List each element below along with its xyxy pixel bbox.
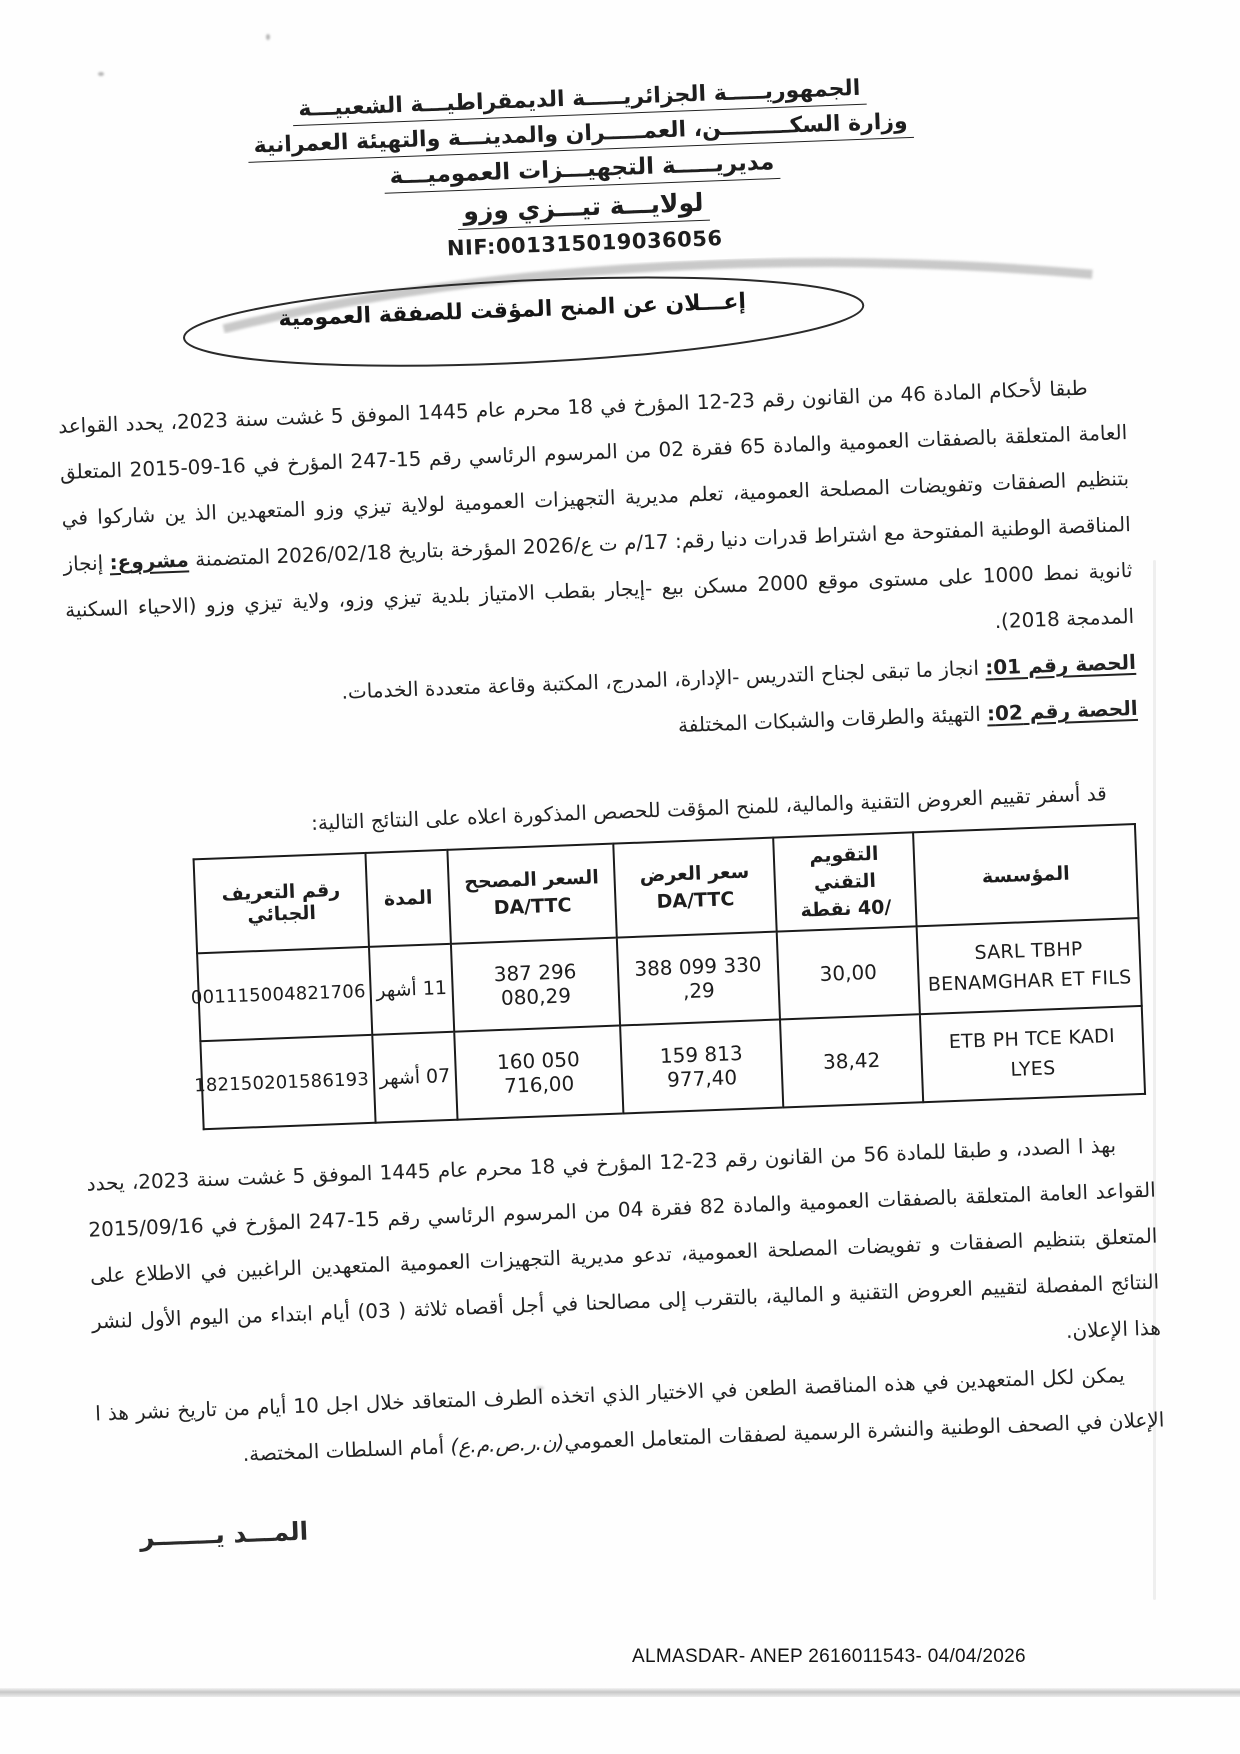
header-directorate-text: مديريـــــة التجهيـــزات العموميـــة [383,149,781,194]
offer-price-value: 159 813 977,40 [659,1040,744,1092]
scan-divider-line [0,1688,1240,1697]
company-name-line2: BENAMGHAR ET FILS [927,966,1132,996]
scan-content [31,0,1181,1640]
closing-2-text-1: يمكن لكل المتعهدين في هذه المناقصة الطعن في الاختيار الذي اتخذه الطرف المتعاقد خلال اجل 10 أيام من تاريخ نشر هذ ا الإعلان في الصحف الوطنية والنشرة الرسمية لصفقات المتعامل العمومي [94,1362,1165,1454]
corrected-price-cell [454,1026,623,1120]
technical-header-line1: التقويم التقني [808,842,879,894]
header-cell-offer-price [613,838,776,938]
tax-id-value: 001115004821706 [190,981,367,1009]
duration-value: 11 أشهر [375,976,448,1002]
corrected-header-line2: DA/TTC [493,894,572,920]
corrected-header-line1: السعر المصحح [463,866,600,894]
anep-reference: ALMASDAR- ANEP 2616011543- 04/04/2026 [632,1646,1026,1667]
technical-score-cell [777,926,920,1019]
company-header-label: المؤسسة [981,862,1071,888]
technical-header-line2: /40 نقطة [800,895,892,922]
offer-price-cell [617,932,780,1026]
results-table [190,823,1147,1130]
announcement-title: إعـــلان عن المنح المؤقت للصفقة العمومية [277,289,747,332]
offer-header-line1: سعر العرض [639,860,750,887]
intro-paragraph [57,363,1135,679]
duration-header-label: المدة [383,886,433,911]
lot-2-label: الحصة رقم 02: [986,695,1138,726]
header-republic-text: الجمهوريـــــة الجزائريـــــة الديمقراطيـــة الشعبيـــة [292,76,867,127]
offer-header-line2: DA/TTC [656,888,735,914]
nif-number: NIF:001315019036056 [446,226,723,261]
header-cell-tax-id [194,853,369,953]
company-name-line2: LYES [1010,1057,1056,1081]
results-intro: قد أسفر تقييم العروض التقنية والمالية، للمنح المؤقت للحصص المذكورة اعلاه على النتائج التالية: [310,781,1108,835]
technical-score-cell [780,1014,923,1107]
closing-2-text-2: أمام السلطات المختصة. [242,1434,451,1466]
document-header [31,0,1130,276]
header-cell-corrected-price [447,844,616,944]
intro-text-2: إنجاز ثانوية نمط 1000 على مستوى موقع 2000 مسكن بيع -إيجار بقطب الامتياز بلدية تيزي وزو، ولاية تيزي وزو (الاحياء السكنية المدمجة 2018). [62,550,1135,634]
offer-price-cell [620,1020,783,1114]
tax-id-header-label: رقم التعريف الجبائي [221,878,341,927]
lot-1-text: انجاز ما تبقى لجناح التدريس -الإدارة، المدرج، المكتبة وقاعة متعددة الخدمات. [341,655,986,704]
corrected-price-value: 160 050 716,00 [496,1047,581,1098]
technical-score-value: 38,42 [822,1047,881,1074]
closing-paragraph-1: بهذ ا الصدد، و طبقا للمادة 56 من القانون رقم 23-12 المؤرخ في 18 محرم عام 1445 الموفق 5 غشت سنة 2023، يحدد القواعد العامة المتعلقة بالصفقات العمومية والمادة 82 فقرة 04 من المرسوم الرئاسي رقم 15-247 المؤرخ في 2015/09/16 المتعلق بتنظيم الصفقات و تفويضات المصلحة العمومية، تدعو مديرية التجهيزات العمومية المتعهدين الراغبين في الاطلاع على النتائج المفصلة لتقييم العروض التقنية و المالية، بالتقرب إلى مصالحنا في أجل أقصاه ثلاثة ( 03) أيام ابتداء من اليوم الأول لنشر هذا الإعلان. [86,1133,1162,1343]
header-ministry-text: وزارة السكـــــــــن، العمـــــران والمدينـــة والتهيئة العمرانية [247,109,914,163]
header-cell-duration [365,850,450,947]
company-cell [920,1006,1145,1102]
official-bulletin-abbr: (ن.ر.ص.م.ع) [450,1429,565,1459]
duration-cell [369,944,454,1035]
offer-price-value: 388 099 330 ,29 [633,952,762,1004]
company-name-line1: SARL TBHP [974,938,1084,965]
project-label: مشروع: [109,547,190,575]
technical-score-value: 30,00 [819,959,878,986]
header-cell-technical-score [773,832,916,931]
corrected-price-cell [451,938,620,1032]
company-cell [917,918,1142,1014]
header-wilaya-text: لولايـــة تيـــزي وزو [457,188,710,230]
director-signature-title: المـــد يـــــــر [139,1516,309,1552]
corrected-price-value: 387 296 080,29 [493,959,577,1010]
tax-id-value: 182150201586193 [193,1068,370,1097]
lot-2-text: التهيئة والطرقات والشبكات المختلفة [677,701,988,738]
company-name-line1: ETB PH TCE KADI [948,1024,1116,1054]
duration-value: 07 أشهر [379,1064,451,1090]
tax-id-cell [190,947,372,1041]
tax-id-cell [193,1035,375,1129]
header-cell-company [913,824,1138,926]
lot-1-label: الحصة رقم 01: [984,649,1137,680]
intro-text-1: طبقا لأحكام المادة 46 من القانون رقم 23-12 المؤرخ في 18 محرم عام 1445 الموفق 5 غشت سنة 2023، يحدد القواعد العامة المتعلقة بالصفقات العمومية والمادة 65 فقرة 02 من المرسوم الرئاسي رقم 15-247 المؤرخ في 16-09-2015 المتعلق بتنظيم الصفقات وتفويضات المصلحة العمومية، تعلم مديرية التجهيزات العمومية لولاية تيزي وزو المتعهدين الذ ين شاركوا في المناقصة الوطنية المفتوحة مع اشتراط قدرات دنيا رقم: 17/م ت ع/2026 المؤرخة بتاريخ 2026/02/18 المتضمنة [57,375,1132,572]
duration-cell [372,1032,457,1123]
